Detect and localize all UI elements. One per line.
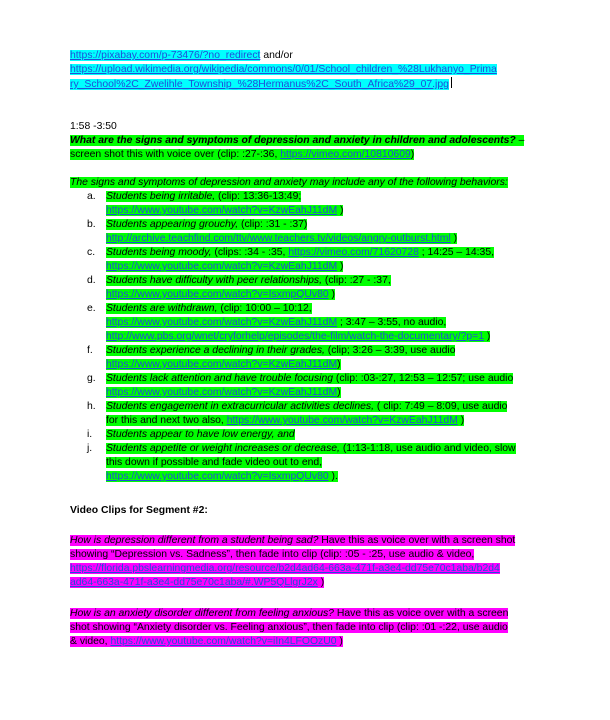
item-text-2: this down if possible and fade video out to end, <box>106 457 323 468</box>
list-marker: d. <box>87 275 96 286</box>
item-title: Students engagement in extracurricular activities declines, <box>106 401 374 412</box>
list-marker: j. <box>87 443 93 454</box>
q1-text1: Have this as voice over with a screen shot <box>318 535 516 546</box>
item-link-2[interactable]: http://www.pbs.org/wnet/cryforhelp/episodes/the-film/watch-the-documentary/?p=1 <box>106 331 484 342</box>
q2-text1: Have this as voice over with a screen <box>333 608 509 619</box>
item-title: Students appetite or weight increases or decrease, <box>106 443 340 454</box>
item-title: Students appearing grouchy, <box>106 219 239 230</box>
list-marker: g. <box>87 373 96 384</box>
item-text-mid: ; 14:25 – 14:35, <box>418 247 494 258</box>
item-close: ) <box>328 289 335 300</box>
item-text: (clip: 10:00 – 10:12, <box>217 303 312 314</box>
item-text-2: for this and next two also, <box>106 415 227 426</box>
document-page <box>70 49 538 649</box>
list-item <box>70 274 538 302</box>
item-close: ). <box>328 471 338 482</box>
list-marker: c. <box>87 247 96 258</box>
timecode: 1:58 -3:50 <box>70 121 117 132</box>
item-link[interactable]: https://www.youtube.com/watch?v=KzwEahJ11dM <box>106 387 338 398</box>
list-marker: a. <box>87 191 96 202</box>
list-marker: h. <box>87 401 96 412</box>
list-marker: i. <box>87 429 93 440</box>
list-item <box>70 442 538 484</box>
main-question <box>70 134 538 162</box>
q2-close: ) <box>336 636 343 647</box>
q1-text2: showing “Depression vs. Sadness”, then fade into clip (clip: :05 - :25, use audio & video, <box>70 549 475 560</box>
list-marker: b. <box>87 219 96 230</box>
item-link[interactable]: https://www.youtube.com/watch?v=KzwEahJ11dM <box>226 415 458 426</box>
list-item <box>70 190 538 218</box>
list-item <box>70 218 538 246</box>
q2-text2: shot showing “Anxiety disorder vs. Feeling anxious”, then fade into clip (clip: :01 -:22, use audio <box>70 622 508 633</box>
text-cursor <box>451 77 452 88</box>
q1-close: ) <box>317 577 325 588</box>
item-title: Students have difficulty with peer relationships, <box>106 275 323 286</box>
segment2-heading: Video Clips for Segment #2: <box>70 505 208 516</box>
image-credits <box>70 49 538 92</box>
item-title: Students lack attention and have trouble focusing <box>106 373 334 384</box>
item-link[interactable]: https://www.youtube.com/watch?v=KzwEahJ11dM <box>106 205 338 216</box>
item-close: ) <box>484 331 491 342</box>
item-link[interactable]: http://archive.teachfind.com/ttv/www.teachers.tv/videos/angry-outburst.html <box>106 233 451 244</box>
list-marker: f. <box>87 345 93 356</box>
item-link-2[interactable]: https://www.youtube.com/watch?v=KzwEahJ11dM <box>106 261 338 272</box>
item-close: ) <box>337 387 341 398</box>
list-item <box>70 372 538 400</box>
list-item <box>70 428 538 442</box>
item-title: Students being irritable, <box>106 191 216 202</box>
q1-link[interactable]: https://florida.pbslearningmedia.org/resource/b2d4ad64-663a-471f-a3e4-dd75e70c1aba/b2d4 <box>70 563 500 574</box>
symptoms-list <box>70 190 538 484</box>
q1-question: How is depression different from a student being sad? <box>70 535 319 546</box>
question-text: What are the signs and symptoms of depression and anxiety in children and adolescents? <box>70 135 516 146</box>
item-close: ) <box>337 261 344 272</box>
question-dash: – <box>515 135 525 146</box>
item-text: (1:13-1:18, use audio and video, slow <box>339 443 516 454</box>
list-intro: The signs and symptoms of depression and anxiety may include any of the following behaviors: <box>70 177 508 188</box>
item-title: Students being moody, <box>106 247 212 258</box>
list-item <box>70 246 538 274</box>
wikimedia-link-cont[interactable]: ry_School%2C_Zwelihle_Township_%28Hermanus%2C_South_Africa%29_07.jpg <box>70 79 449 90</box>
item-link[interactable]: https://www.youtube.com/watch?v=KzwEahJ11dM <box>106 317 338 328</box>
q2-link[interactable]: https://www.youtube.com/watch?v=iIn4LFOOzU0 <box>110 636 337 647</box>
item-close: ) <box>337 359 341 370</box>
segment2-q1 <box>70 534 538 590</box>
and-or-text: and/or <box>263 50 293 61</box>
item-text: (clip: :31 - :37) <box>238 219 308 230</box>
q2-question: How is an anxiety disorder different from feeling anxious? <box>70 608 334 619</box>
item-text: ( clip: 7:49 – 8:09, use audio <box>374 401 508 412</box>
list-marker: e. <box>87 303 96 314</box>
pixabay-link[interactable]: https://pixabay.com/p-73476/?no_redirect <box>70 50 261 61</box>
item-text: (clip: 13:36-13:49; <box>215 191 302 202</box>
list-item <box>70 344 538 372</box>
item-close: ) <box>457 415 465 426</box>
vimeo-link-question[interactable]: https://vimeo.com/10810609 <box>280 149 411 160</box>
item-text: (clip: :27 - :37, <box>322 275 391 286</box>
item-close: ) <box>450 233 458 244</box>
question-line2: screen shot this with voice over (clip: :27-:36, <box>70 149 281 160</box>
item-text-mid: ; 3:47 – 3:55, no audio, <box>337 317 447 328</box>
item-link[interactable]: https://www.youtube.com/watch?v=IsxmpQUv80 <box>106 471 329 482</box>
segment2-q2 <box>70 607 538 649</box>
item-link[interactable]: https://vimeo.com/71620728 <box>288 247 419 258</box>
item-text: (clips: :34 - :35, <box>211 247 289 258</box>
item-title: Students experience a declining in their grades, <box>106 345 325 356</box>
list-item <box>70 302 538 344</box>
item-title: Students appear to have low energy, and <box>106 429 295 440</box>
item-title: Students are withdrawn, <box>106 303 218 314</box>
wikimedia-link[interactable]: https://upload.wikimedia.org/wikipedia/commons/0/01/School_children_%28Lukhanyo_Prima <box>70 64 497 75</box>
item-text: (clip; 3:26 – 3:39, use audio <box>324 345 456 356</box>
item-text: (clip: :03-:27, 12:53 – 12:57; use audio <box>333 373 514 384</box>
item-link[interactable]: https://www.youtube.com/watch?v=IsxmpQUv80 <box>106 289 329 300</box>
item-link[interactable]: https://www.youtube.com/watch?v=KzwEahJ11dM <box>106 359 338 370</box>
q1-link-cont[interactable]: ad64-663a-471f-a3e4-dd75e70c1aba/#.WP5QLlgrJ2x <box>70 577 318 588</box>
list-item <box>70 400 538 428</box>
item-close: ) <box>337 205 344 216</box>
question-close: ) <box>410 149 415 160</box>
q2-text3: & video, <box>70 636 111 647</box>
